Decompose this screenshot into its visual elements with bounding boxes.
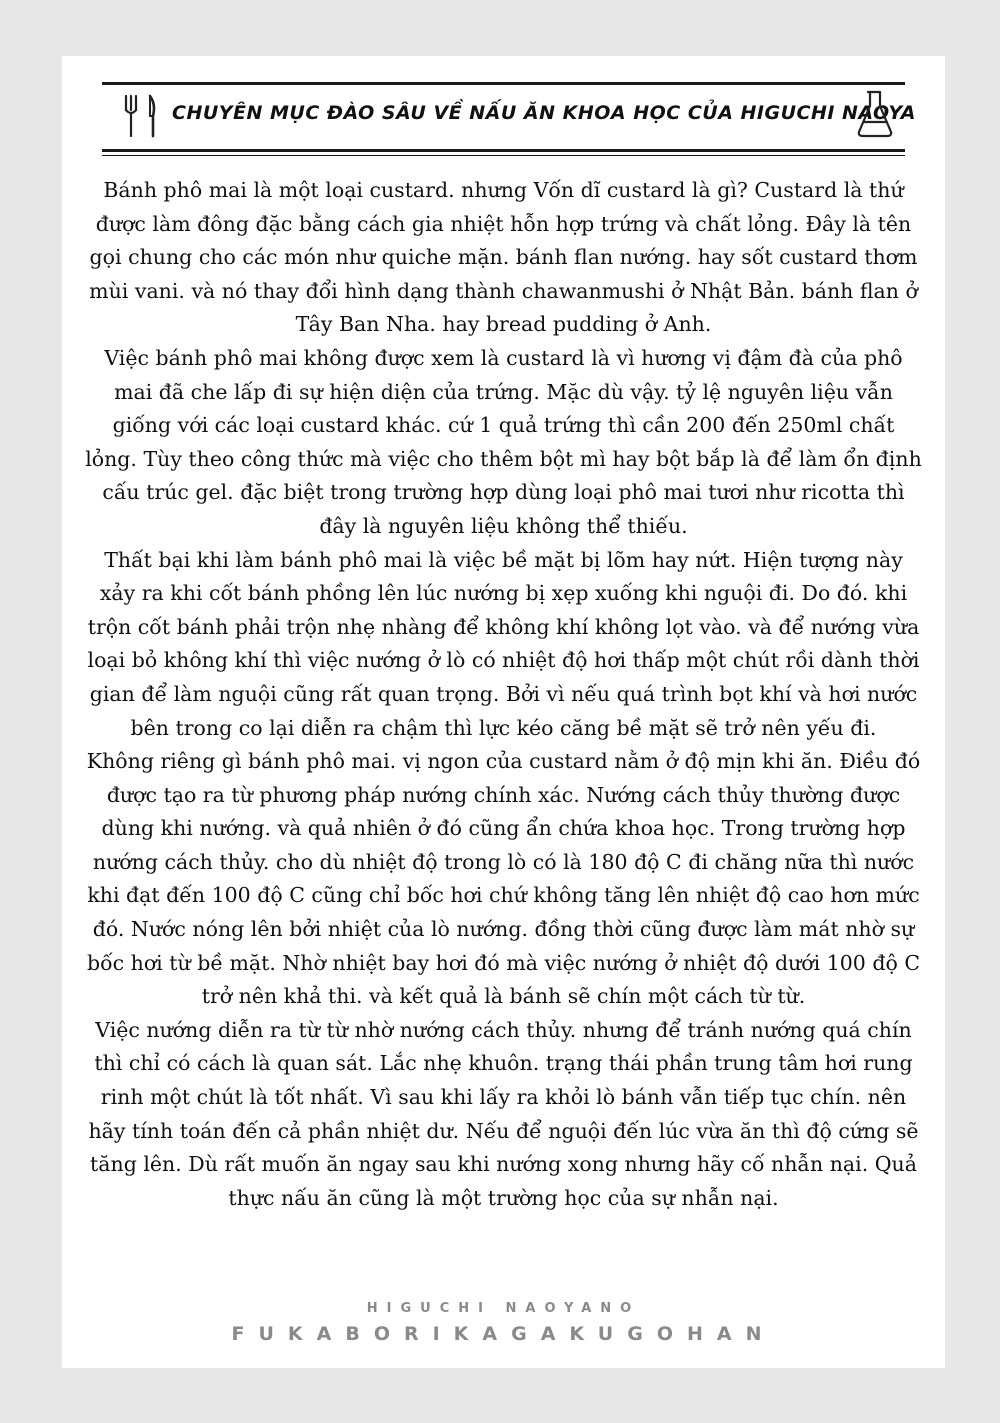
flask-icon	[855, 88, 895, 140]
header-rule-bottom	[102, 149, 905, 152]
paragraph: Việc nướng diễn ra từ từ nhờ nướng cách thủy. nhưng để tránh nướng quá chín thì chỉ có cách là quan sát. Lắc nhẹ khuôn. trạng thái phần trung tâm hơi rung rinh một chút là tốt nhất. Vì sau khi lấy ra khỏi lò bánh vẫn tiếp tục chín. nên hãy tính toán đến cả phần nhiệt dư. Nếu để nguội đến lúc vừa ăn thì độ cứng sẽ tăng lên. Dù rất muốn ăn ngay sau khi nướng xong nhưng hãy cố nhẫn nại. Quả thực nấu ăn cũng là một trường học của sự nhẫn nại.	[88, 1017, 919, 1210]
column-header	[102, 78, 916, 156]
footer-line-1: HIGUCHI NAOYANO	[366, 1301, 641, 1316]
page	[62, 56, 945, 1368]
column-title: CHUYÊN MỤC ĐÀO SÂU VỀ NẤU ĂN KHOA HỌC CỦA HIGUCHI NAOYA	[172, 102, 916, 124]
paragraph: Bánh phô mai là một loại custard. nhưng Vốn dĩ custard là gì? Custard là thứ được làm đông đặc bằng cách gia nhiệt hỗn hợp trứng và chất lỏng. Đây là tên gọi chung cho các món như quiche mặn. bánh flan nướng. hay sốt custard thơm mùi vani. và nó thay đổi hình dạng thành chawanmushi ở Nhật Bản. bánh flan ở Tây Ban Nha. hay bread pudding ở Anh.	[89, 178, 918, 337]
article-body	[84, 174, 923, 1215]
series-footer	[62, 1298, 945, 1348]
paragraph: Việc bánh phô mai không được xem là custard là vì hương vị đậm đà của phô mai đã che lấp đi sự hiện diện của trứng. Mặc dù vậy. tỷ lệ nguyên liệu vẫn giống với các loại custard khác. cứ 1 quả trứng thì cần 200 đến 250ml chất lỏng. Tùy theo công thức mà việc cho thêm bột mì hay bột bắp là để làm ổn định cấu trúc gel. đặc biệt trong trường hợp dùng loại phô mai tươi như ricotta thì đây là nguyên liệu không thể thiếu.	[85, 345, 922, 538]
fork-knife-icon	[120, 92, 160, 140]
header-rule-top	[102, 82, 905, 85]
footer-line-2: FUKABORIKAGAKUGOHAN	[231, 1323, 776, 1345]
header-rule-thin	[102, 155, 905, 156]
paragraph: Không riêng gì bánh phô mai. vị ngon của custard nằm ở độ mịn khi ăn. Điều đó được tạo ra từ phương pháp nướng chính xác. Nướng cách thủy thường được dùng khi nướng. và quả nhiên ở đó cũng ẩn chứa khoa học. Trong trường hợp nướng cách thủy. cho dù nhiệt độ trong lò có là 180 độ C đi chăng nữa thì nước khi đạt đến 100 độ C cũng chỉ bốc hơi chứ không tăng lên nhiệt độ cao hơn mức đó. Nước nóng lên bởi nhiệt của lò nướng. đồng thời cũng được làm mát nhờ sự bốc hơi từ bề mặt. Nhờ nhiệt bay hơi đó mà việc nướng ở nhiệt độ dưới 100 độ C trở nên khả thi. và kết quả là bánh sẽ chín một cách từ từ.	[86, 749, 921, 1009]
paragraph: Thất bại khi làm bánh phô mai là việc bề mặt bị lõm hay nứt. Hiện tượng này xảy ra khi cốt bánh phồng lên lúc nướng bị xẹp xuống khi nguội đi. Do đó. khi trộn cốt bánh phải trộn nhẹ nhàng để không khí không lọt vào. và để nướng vừa loại bỏ không khí thì việc nướng ở lò có nhiệt độ hơi thấp một chút rồi dành thời gian để làm nguội cũng rất quan trọng. Bởi vì nếu quá trình bọt khí và hơi nước bên trong co lại diễn ra chậm thì lực kéo căng bề mặt sẽ trở nên yếu đi.	[87, 547, 920, 740]
